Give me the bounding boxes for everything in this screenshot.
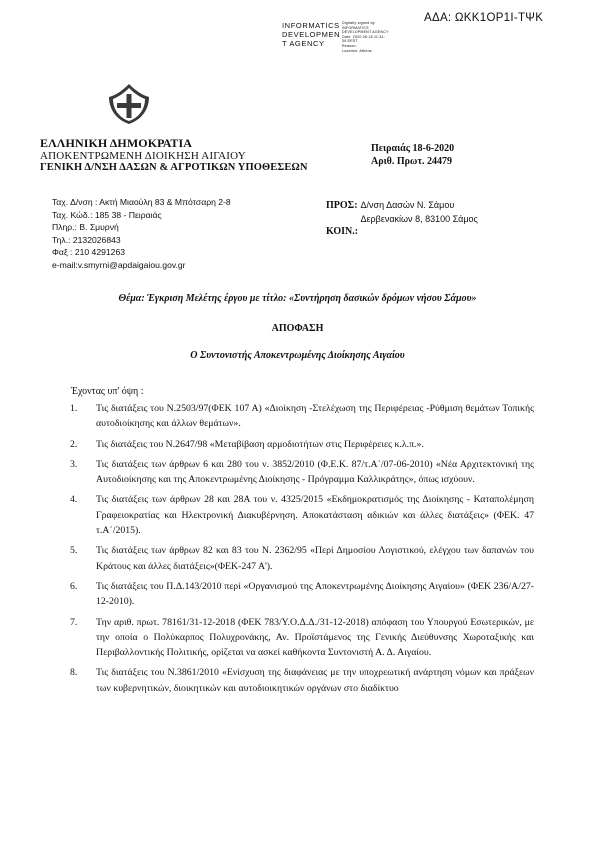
having-regard-label: Έχοντας υπ' όψη :: [71, 386, 144, 397]
protocol-number: Αριθ. Πρωτ. 24479: [371, 155, 452, 167]
list-item: 1. Τις διατάξεις του Ν.2503/97(ΦΕΚ 107 Α) «Διοίκηση -Στελέχωση της Περιφέρειας -Ρύθμιση θεμάτων Τοπικής αυτοδιοίκησης και άλλων θεμάτων».: [70, 403, 534, 430]
signature-details: Digitally signed by INFORMATICS DEVELOPMENT AGENCY Date: 2020.06.18 11:34: 35 EEST Reason: Location: Athens: [342, 21, 389, 53]
list-item: 3. Τις διατάξεις των άρθρων 6 και 280 του ν. 3852/2010 (Φ.Ε.Κ. 87/τ.Α΄/07-06-2010) «Νέα Αρχιτεκτονική της Αυτοδιοίκησης και της Αποκεντρωμένης Διοίκησης - Πρόγραμμα Καλλικράτης», όπως ισχύουν.: [70, 458, 534, 486]
list-item: 8. Τις διατάξεις του Ν.3861/2010 «Ενίσχυση της διαφάνειας με την υποχρεωτική ανάρτηση νόμων και πράξεων των κυβερνητικών, διοικητικών και αυτοδιοικητικών οργάνων στο διαδίκτυο: [70, 667, 534, 694]
list-item: 2. Τις διατάξεις του Ν.2647/98 «Μεταβίβαση αρμοδιοτήτων στις Περιφέρειες κ.λ.π.».: [70, 438, 424, 450]
list-item: 4. Τις διατάξεις των άρθρων 28 και 28Α του ν. 4325/2015 «Εκδημοκρατισμός της Διοίκησης - Καταπολέμηση Γραφειοκρατίας και Ηλεκτρονική Διακυβέρνηση. Αποκατάσταση αδικιών και άλλες διατάξεις» (ΦΕΚ. 47 τ.Α΄/2015).: [70, 494, 534, 537]
cc-label: ΚΟΙΝ.:: [326, 226, 359, 237]
recipient-block: ΠΡΟΣ: Δ/νση Δασών Ν. Σάμου Δερβενακίων 8, 83100 Σάμος ΚΟΙΝ.:: [326, 200, 478, 237]
issuer-header: [40, 137, 308, 175]
directorate-name: ΓΕΝΙΚΗ Δ/ΝΣΗ ΔΑΣΩΝ & ΑΓΡΟΤΙΚΩΝ ΥΠΟΘΕΣΕΩΝ: [40, 162, 308, 173]
to-label: ΠΡΟΣ:: [326, 200, 358, 211]
subject-line: Θέμα: Έγκριση Μελέτης έργου με τίτλο: «Συντήρηση δασικών δρόμων νήσου Σάμου»: [118, 293, 477, 304]
country-name: ΕΛΛΗΝΙΚΗ ΔΗΜΟΚΡΑΤΙΑ: [40, 136, 193, 150]
list-item: 7. Την αριθ. πρωτ. 78161/31-12-2018 (ΦΕΚ 783/Υ.Ο.Δ.Δ./31-12-2018) απόφαση του Υπουργού Εσωτερικών, με την οποία ο Πολύκαρπος Πολυχρονάκης, Αν. Προϊστάμενος της Γενικής Διεύθυνσης Χωροταξικής και Περιβαλλοντικής Πολιτικής, ορίζεται να ασκεί καθήκοντα Συντονιστή Α. Δ. Αιγαίου.: [70, 616, 534, 659]
list-item: 5. Τις διατάξεις των άρθρων 82 και 83 του Ν. 2362/95 «Περί Δημοσίου Λογιστικού, ελέγχου των δαπανών του Κράτους και άλλες διατάξεις»(ΦΕΚ-247 Α').: [70, 545, 534, 572]
contact-block: Ταχ. Δ/νση : Ακτή Μιαούλη 83 & Μπότσαρη 2-8 Ταχ. Κώδ.: 185 38 - Πειραιάς Πληρ.: Β. Σμυρνή Τηλ.: 2132026843 Φαξ : 210 4291263 e-mail:v.smyrni@apdaigaiou.gov.gr: [52, 197, 231, 270]
list-item: 6. Τις διατάξεις του Π.Δ.143/2010 περί «Οργανισμού της Αποκεντρωμένης Διοίκησης Αιγαίου» (ΦΕΚ 236/Α/27-12-2010).: [70, 580, 534, 608]
signature-label: INFORMATICS DEVELOPMEN T AGENCY: [282, 21, 341, 48]
ada-code: ΑΔΑ: ΩΚΚ1ΟΡ1Ι-ΤΨΚ: [424, 12, 544, 24]
place-date: Πειραιάς 18-6-2020: [371, 143, 455, 154]
legal-references-list: [70, 401, 534, 701]
email-address: e-mail:v.smyrni@apdaigaiou.gov.gr: [52, 259, 186, 270]
decision-title: ΑΠΟΦΑΣΗ: [271, 323, 324, 334]
greek-coat-of-arms-icon: [106, 82, 152, 131]
place-date-block: [371, 143, 454, 168]
authority-name: ΑΠΟΚΕΝΤΡΩΜΕΝΗ ΔΙΟΙΚΗΣΗ ΑΙΓΑΙΟΥ: [40, 149, 246, 162]
coordinator-title: Ο Συντονιστής Αποκεντρωμένης Διοίκησης Αιγαίου: [190, 350, 405, 361]
